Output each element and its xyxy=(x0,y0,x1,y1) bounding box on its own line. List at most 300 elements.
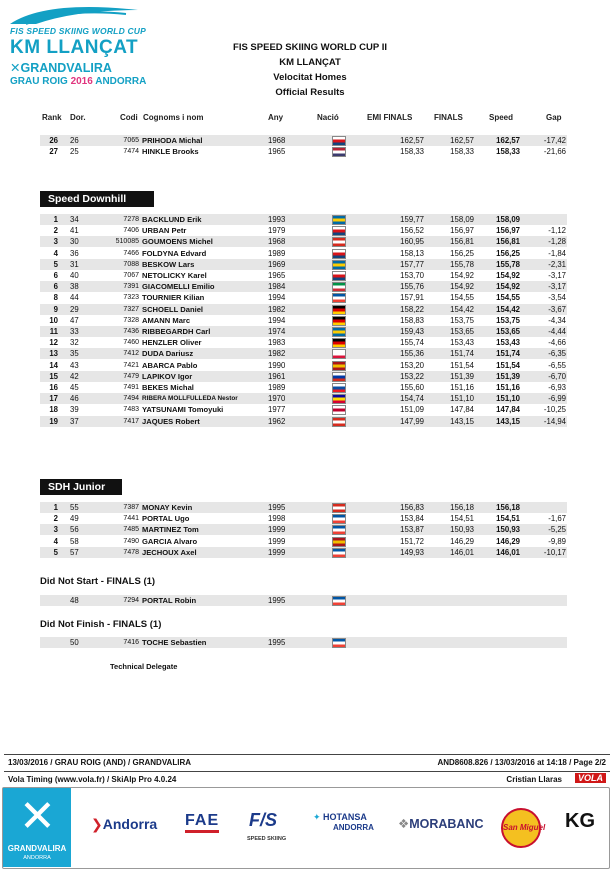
cell-codi: 7387 xyxy=(123,504,139,511)
nation-flag-icon xyxy=(332,316,346,326)
cell-gap: -1,28 xyxy=(548,237,566,247)
event-title: FIS SPEED SKIING WORLD CUP II xyxy=(233,42,387,53)
cell-year: 1968 xyxy=(268,237,286,247)
cell-semi: 155,60 xyxy=(400,383,424,392)
cell-gap: -6,55 xyxy=(548,360,566,370)
cell-speed: 151,54 xyxy=(496,360,520,370)
cell-gap: -5,25 xyxy=(548,525,566,535)
cell-speed: 151,39 xyxy=(496,371,520,381)
cell-speed: 151,16 xyxy=(496,383,520,392)
cell-fin: 143,15 xyxy=(450,416,474,426)
logo-line-3: ✕GRANDVALIRA xyxy=(10,61,112,75)
andorra-sponsor xyxy=(91,816,157,833)
fis-sub-label: SPEED SKIING xyxy=(247,836,287,842)
cell-semi: 153,84 xyxy=(400,514,424,524)
col-dor: Dor. xyxy=(70,113,86,122)
cell-dor: 36 xyxy=(70,248,79,258)
cell-gap: -10,17 xyxy=(543,547,566,557)
cell-rank: 19 xyxy=(49,416,58,426)
cell-rank: 14 xyxy=(49,360,58,370)
cell-fin: 154,51 xyxy=(450,514,474,524)
cell-gap: -9,89 xyxy=(548,536,566,546)
cell-gap: -3,67 xyxy=(548,304,566,314)
cell-speed: 151,74 xyxy=(496,349,520,359)
table-row xyxy=(40,513,567,524)
cell-name: PORTAL Robin xyxy=(142,596,197,605)
table-row xyxy=(40,214,567,225)
cell-dor: 40 xyxy=(70,271,79,280)
nation-flag-icon xyxy=(332,383,346,393)
cell-year: 1999 xyxy=(268,525,286,535)
cell-fin: 156,81 xyxy=(450,237,474,247)
cell-dor: 44 xyxy=(70,293,79,303)
cell-year: 1979 xyxy=(268,226,286,236)
cell-semi: 157,91 xyxy=(400,293,424,303)
table-row xyxy=(40,315,567,326)
cell-fin: 154,42 xyxy=(450,304,474,314)
cell-gap: -2,31 xyxy=(548,259,566,269)
cell-dor: 37 xyxy=(70,416,79,426)
cell-name: GIACOMELLI Emilio xyxy=(142,282,215,292)
cell-gap: -3,17 xyxy=(548,282,566,292)
cell-rank: 1 xyxy=(53,215,58,224)
cell-codi: 7466 xyxy=(123,249,139,257)
cell-dor: 56 xyxy=(70,525,79,535)
cell-fin: 158,09 xyxy=(450,215,474,224)
cell-rank: 6 xyxy=(53,282,58,292)
cell-rank: 16 xyxy=(49,383,58,392)
cell-semi: 157,77 xyxy=(400,259,424,269)
cell-year: 1962 xyxy=(268,416,286,426)
cell-semi: 151,09 xyxy=(400,405,424,415)
grandvalira-x-icon: ✕ xyxy=(19,792,56,841)
table-row xyxy=(40,547,567,558)
nation-flag-icon xyxy=(332,338,346,348)
cell-name: GARCIA Alvaro xyxy=(142,536,198,546)
document-header xyxy=(180,40,440,100)
cell-dor: 57 xyxy=(70,547,79,557)
cell-speed: 154,92 xyxy=(496,282,520,292)
cell-fin: 158,33 xyxy=(450,147,474,157)
cell-semi: 159,43 xyxy=(400,327,424,336)
cell-year: 1982 xyxy=(268,349,286,359)
table-row xyxy=(40,360,567,371)
morabanc-icon: ❖ xyxy=(398,817,410,831)
cell-speed: 151,10 xyxy=(496,394,520,404)
cell-dor: 46 xyxy=(70,394,79,404)
andorra-sponsor-label: Andorra xyxy=(102,816,158,832)
cell-speed: 153,65 xyxy=(496,327,520,336)
event-category: Velocitat Homes xyxy=(273,72,347,83)
cell-gap: -17,42 xyxy=(543,136,566,145)
cell-speed: 146,01 xyxy=(496,547,520,557)
cell-gap: -3,54 xyxy=(548,293,566,303)
cell-year: 1977 xyxy=(268,405,286,415)
cell-semi: 155,74 xyxy=(400,338,424,348)
cell-fin: 151,54 xyxy=(450,360,474,370)
section-did-not-start: Did Not Start - FINALS (1) xyxy=(40,576,156,587)
table-row xyxy=(40,304,567,315)
nation-flag-icon xyxy=(332,215,346,225)
cell-dor: 25 xyxy=(70,147,79,157)
cell-gap: -1,84 xyxy=(548,248,566,258)
cell-semi: 159,77 xyxy=(400,215,424,224)
col-nation: Nació xyxy=(317,113,339,122)
cell-codi: 7494 xyxy=(123,395,139,403)
nation-flag-icon xyxy=(332,537,346,547)
technical-delegate-label: Technical Delegate xyxy=(110,662,178,671)
cell-fin: 153,75 xyxy=(450,315,474,325)
cell-speed: 155,78 xyxy=(496,259,520,269)
table-row xyxy=(40,281,567,292)
cell-fin: 154,92 xyxy=(450,282,474,292)
cell-year: 1965 xyxy=(268,147,286,157)
cell-name: FOLDYNA Edvard xyxy=(142,248,207,258)
cell-codi: 7416 xyxy=(123,639,139,646)
cell-dor: 41 xyxy=(70,226,79,236)
cell-speed: 154,55 xyxy=(496,293,520,303)
logo-line-4 xyxy=(10,76,146,87)
grandvalira-sub: ANDORRA xyxy=(23,855,51,861)
san-miguel-logo: San Miguel xyxy=(501,808,541,848)
cell-year: 1965 xyxy=(268,271,286,280)
cell-speed: 156,81 xyxy=(496,237,520,247)
cell-speed: 158,33 xyxy=(496,147,520,157)
cell-name: AMANN Marc xyxy=(142,315,191,325)
table-row xyxy=(40,348,567,359)
nation-flag-icon xyxy=(332,226,346,236)
cell-speed: 156,97 xyxy=(496,226,520,236)
col-rank: Rank xyxy=(42,113,62,122)
cell-fin: 151,39 xyxy=(450,371,474,381)
section-sdh-junior: SDH Junior xyxy=(40,479,122,495)
cell-rank: 4 xyxy=(53,248,58,258)
cell-fin: 150,93 xyxy=(450,525,474,535)
table-row xyxy=(40,382,567,393)
cell-speed: 143,15 xyxy=(496,416,520,426)
cell-codi: 7323 xyxy=(123,294,139,302)
table-row xyxy=(40,248,567,259)
cell-semi: 160,95 xyxy=(400,237,424,247)
cell-name: RIBERA MOLLFULLEDA Nestor xyxy=(142,395,238,403)
footer-operator: Cristian Llaras xyxy=(506,775,562,784)
cell-rank: 3 xyxy=(53,525,58,535)
nation-flag-icon xyxy=(332,237,346,247)
cell-name: BACKLUND Erik xyxy=(142,215,202,224)
cell-gap: -4,66 xyxy=(548,338,566,348)
cell-year: 1994 xyxy=(268,315,286,325)
cell-codi: 7479 xyxy=(123,372,139,380)
kg-logo: KG xyxy=(565,810,595,832)
cell-fin: 162,57 xyxy=(450,136,474,145)
cell-name: TOURNIER Kilian xyxy=(142,293,205,303)
table-row xyxy=(40,502,567,513)
table-row xyxy=(40,337,567,348)
table-row xyxy=(40,326,567,337)
cell-name: MARTINEZ Tom xyxy=(142,525,199,535)
nation-flag-icon xyxy=(332,638,346,648)
cell-name: HENZLER Oliver xyxy=(142,338,202,348)
col-name: Cognoms i nom xyxy=(143,113,204,122)
cell-rank: 10 xyxy=(49,315,58,325)
cell-speed: 147,84 xyxy=(496,405,520,415)
cell-semi: 154,74 xyxy=(400,394,424,404)
cell-gap: -1,12 xyxy=(548,226,566,236)
cell-semi: 156,83 xyxy=(400,503,424,512)
nation-flag-icon xyxy=(332,514,346,524)
cell-speed: 156,18 xyxy=(496,503,520,512)
cell-semi: 153,70 xyxy=(400,271,424,280)
cell-codi: 7294 xyxy=(123,597,139,604)
nation-flag-icon xyxy=(332,327,346,337)
cell-semi: 153,20 xyxy=(400,360,424,370)
cell-codi: 510085 xyxy=(115,238,139,246)
event-venue: KM LLANÇAT xyxy=(279,57,341,68)
cell-codi: 7460 xyxy=(123,339,139,347)
nation-flag-icon xyxy=(332,271,346,281)
table-row xyxy=(40,595,567,606)
cell-codi: 7391 xyxy=(123,283,139,291)
nation-flag-icon xyxy=(332,282,346,292)
cell-rank: 12 xyxy=(49,338,58,348)
cell-dor: 26 xyxy=(70,136,79,145)
cell-name: JECHOUX Axel xyxy=(142,547,197,557)
cell-rank: 17 xyxy=(49,394,58,404)
cell-codi: 7441 xyxy=(123,515,139,523)
cell-rank: 18 xyxy=(49,405,58,415)
cell-semi: 153,22 xyxy=(400,371,424,381)
col-year: Any xyxy=(268,113,284,122)
logo-year: 2016 xyxy=(70,76,93,87)
cell-year: 1990 xyxy=(268,360,286,370)
cell-rank: 11 xyxy=(49,327,58,336)
cell-codi: 7067 xyxy=(123,272,139,279)
cell-codi: 7421 xyxy=(123,361,139,369)
cell-gap: -6,99 xyxy=(548,394,566,404)
cell-rank: 5 xyxy=(53,259,58,269)
table-row xyxy=(40,524,567,535)
cell-rank: 26 xyxy=(49,136,58,145)
nation-flag-icon xyxy=(332,349,346,359)
col-semifinals: EMI FINALS xyxy=(367,113,413,122)
footer-doc-reference: AND8608.826 / 13/03/2016 at 14:18 / Page 2/2 xyxy=(437,758,606,767)
cell-fin: 155,78 xyxy=(450,259,474,269)
cell-rank: 27 xyxy=(49,147,58,157)
logo-venue: GRAU ROIG xyxy=(10,76,68,87)
cell-codi: 7490 xyxy=(123,537,139,545)
nation-flag-icon xyxy=(332,417,346,427)
cell-dor: 32 xyxy=(70,338,79,348)
cell-codi: 7412 xyxy=(123,350,139,358)
cell-gap: -1,67 xyxy=(548,514,566,524)
cell-dor: 48 xyxy=(70,596,79,605)
nation-flag-icon xyxy=(332,405,346,415)
cell-fin: 154,92 xyxy=(450,271,474,280)
logo-line-1: FIS SPEED SKIING WORLD CUP xyxy=(10,26,147,36)
cell-name: LAPIKOV Igor xyxy=(142,371,193,381)
cell-semi: 155,76 xyxy=(400,282,424,292)
cell-name: MONAY Kevin xyxy=(142,503,193,512)
cell-rank: 2 xyxy=(53,514,58,524)
col-codi: Codi xyxy=(120,113,138,122)
cell-gap: -6,35 xyxy=(548,349,566,359)
cell-semi: 153,87 xyxy=(400,525,424,535)
nation-flag-icon xyxy=(332,249,346,259)
logo-country: ANDORRA xyxy=(95,76,147,87)
col-gap: Gap xyxy=(546,113,562,122)
col-finals: FINALS xyxy=(434,113,463,122)
cell-gap: -6,93 xyxy=(548,383,566,392)
nation-flag-icon xyxy=(332,596,346,606)
table-row xyxy=(40,393,567,404)
cell-dor: 45 xyxy=(70,383,79,392)
cell-codi: 7417 xyxy=(123,417,139,425)
cell-name: DUDA Dariusz xyxy=(142,349,194,359)
cell-speed: 154,92 xyxy=(496,271,520,280)
cell-speed: 154,42 xyxy=(496,304,520,314)
cell-codi: 7278 xyxy=(123,216,139,223)
cell-rank: 5 xyxy=(53,547,58,557)
sponsor-banner xyxy=(2,787,610,869)
footer-timing-credit: Vola Timing (www.vola.fr) / SkiAlp Pro 4.0.24 xyxy=(8,775,177,784)
cell-semi: 158,33 xyxy=(400,147,424,157)
cell-dor: 29 xyxy=(70,304,79,314)
cell-speed: 150,93 xyxy=(496,525,520,535)
cell-codi: 7483 xyxy=(123,406,139,414)
nation-flag-icon xyxy=(332,136,346,146)
cell-speed: 153,43 xyxy=(496,338,520,348)
nation-flag-icon xyxy=(332,525,346,535)
cell-year: 1995 xyxy=(268,503,286,512)
cell-year: 1974 xyxy=(268,327,286,336)
nation-flag-icon xyxy=(332,372,346,382)
cell-year: 1961 xyxy=(268,371,286,381)
cell-dor: 31 xyxy=(70,259,79,269)
footer-divider-mid xyxy=(4,771,610,772)
cell-name: YATSUNAMI Tomoyuki xyxy=(142,405,224,415)
nation-flag-icon xyxy=(332,361,346,371)
cell-rank: 15 xyxy=(49,371,58,381)
nation-flag-icon xyxy=(332,147,346,157)
cell-dor: 58 xyxy=(70,536,79,546)
cell-name: URBAN Petr xyxy=(142,226,187,236)
footer-date-venue: 13/03/2016 / GRAU ROIG (AND) / GRANDVALIRA xyxy=(8,758,191,767)
cell-rank: 13 xyxy=(49,349,58,359)
cell-semi: 156,52 xyxy=(400,226,424,236)
cell-dor: 38 xyxy=(70,282,79,292)
table-row xyxy=(40,371,567,382)
cell-codi: 7478 xyxy=(123,548,139,556)
cell-rank: 9 xyxy=(53,304,58,314)
table-row xyxy=(40,270,567,281)
fae-sponsor: FAE xyxy=(185,812,219,833)
table-row xyxy=(40,536,567,547)
cell-fin: 153,43 xyxy=(450,338,474,348)
cell-gap: -21,66 xyxy=(543,147,566,157)
cell-semi: 158,13 xyxy=(400,248,424,258)
table-row xyxy=(40,146,567,157)
cell-name: JAQUES Robert xyxy=(142,416,200,426)
cell-speed: 162,57 xyxy=(496,136,520,145)
morabanc-label: MORABANC xyxy=(409,817,484,831)
cell-fin: 147,84 xyxy=(450,405,474,415)
cell-speed: 146,29 xyxy=(496,536,520,546)
cell-rank: 4 xyxy=(53,536,58,546)
cell-name: PORTAL Ugo xyxy=(142,514,190,524)
cell-year: 1995 xyxy=(268,596,286,605)
cell-name: HINKLE Brooks xyxy=(142,147,199,157)
footer-divider-top xyxy=(4,754,610,755)
cell-name: BESKOW Lars xyxy=(142,259,195,269)
nation-flag-icon xyxy=(332,305,346,315)
cell-codi: 7406 xyxy=(123,227,139,235)
cell-year: 1982 xyxy=(268,304,286,314)
cell-rank: 8 xyxy=(53,293,58,303)
cell-speed: 158,09 xyxy=(496,215,520,224)
cell-speed: 156,25 xyxy=(496,248,520,258)
cell-year: 1989 xyxy=(268,383,286,392)
cell-dor: 34 xyxy=(70,215,79,224)
cell-year: 1983 xyxy=(268,338,286,348)
cell-gap: -6,70 xyxy=(548,371,566,381)
section-speed-downhill: Speed Downhill xyxy=(40,191,154,207)
cell-fin: 151,16 xyxy=(450,383,474,392)
cell-semi: 158,83 xyxy=(400,315,424,325)
table-row xyxy=(40,236,567,247)
fis-logo: F/S xyxy=(249,810,278,830)
andorra-chevron-icon: ❯ xyxy=(91,816,103,832)
section-did-not-finish: Did Not Finish - FINALS (1) xyxy=(40,619,162,630)
morabanc-sponsor xyxy=(398,816,484,831)
cell-codi: 7491 xyxy=(123,384,139,391)
table-row xyxy=(40,225,567,236)
cell-year: 1970 xyxy=(268,394,286,404)
cell-fin: 156,97 xyxy=(450,226,474,236)
vola-logo: VOLA xyxy=(575,773,606,783)
cell-semi: 155,36 xyxy=(400,349,424,359)
col-speed: Speed xyxy=(489,113,514,122)
cell-dor: 55 xyxy=(70,503,79,512)
cell-codi: 7436 xyxy=(123,328,139,335)
cell-gap: -4,44 xyxy=(548,327,566,336)
cell-name: RIBBEGARDH Carl xyxy=(142,327,211,336)
cell-rank: 3 xyxy=(53,237,58,247)
cell-year: 1969 xyxy=(268,259,286,269)
cell-fin: 153,65 xyxy=(450,327,474,336)
cell-fin: 146,29 xyxy=(450,536,474,546)
cell-dor: 42 xyxy=(70,371,79,381)
table-row xyxy=(40,292,567,303)
cell-name: ABARCA Pablo xyxy=(142,360,198,370)
cell-dor: 49 xyxy=(70,514,79,524)
cell-year: 1999 xyxy=(268,547,286,557)
document-title: Official Results xyxy=(275,87,345,98)
cell-dor: 43 xyxy=(70,360,79,370)
km-llancat-logo xyxy=(4,4,147,96)
cell-rank: 1 xyxy=(53,503,58,512)
cell-name: BEKES Michal xyxy=(142,383,194,392)
cell-year: 1995 xyxy=(268,638,286,647)
cell-year: 1984 xyxy=(268,282,286,292)
cell-name: NETOLICKY Karel xyxy=(142,271,207,280)
nation-flag-icon xyxy=(332,548,346,558)
cell-gap: -10,25 xyxy=(543,405,566,415)
table-row xyxy=(40,416,567,427)
cell-semi: 158,22 xyxy=(400,304,424,314)
cell-name: SCHOELL Daniel xyxy=(142,304,204,314)
cell-codi: 7088 xyxy=(123,260,139,268)
table-row xyxy=(40,135,567,146)
